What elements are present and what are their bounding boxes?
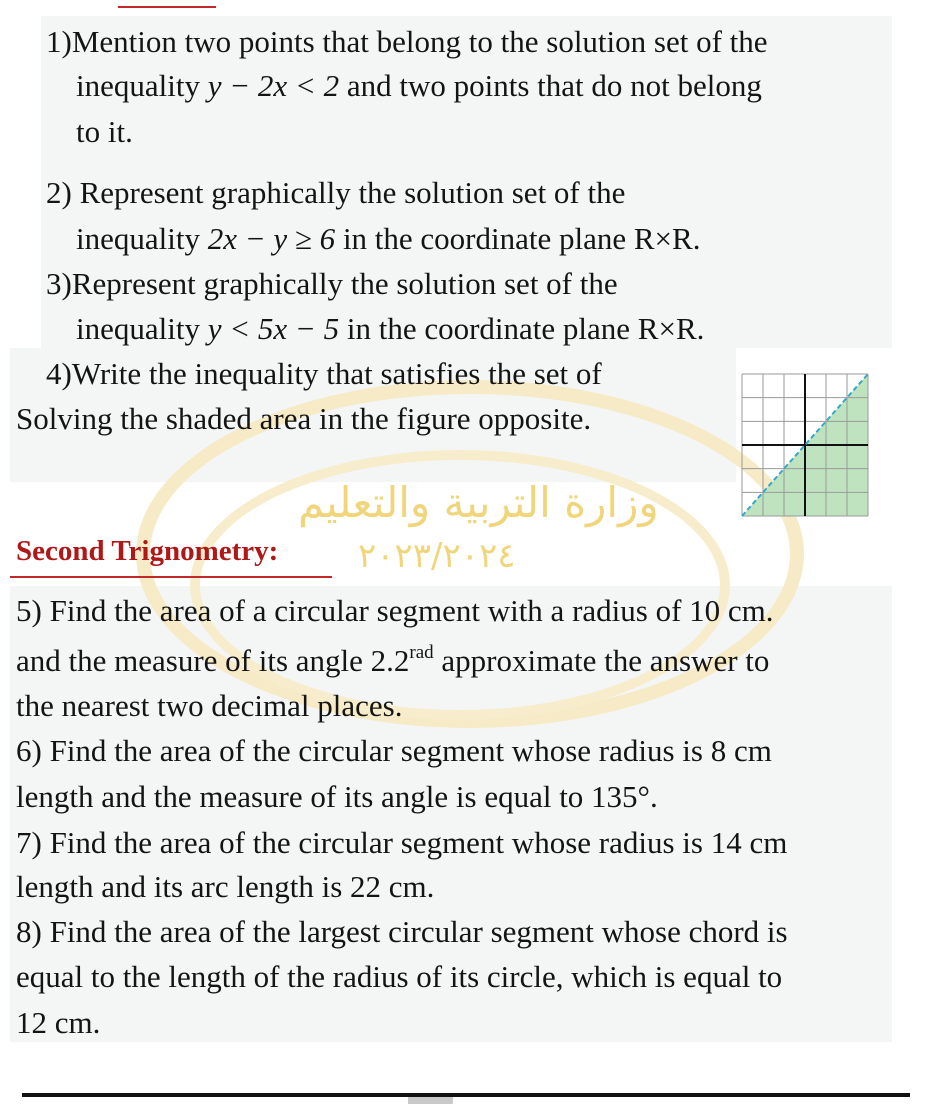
q5-line-1: 5) Find the area of a circular segment with a radius of 10 cm. — [16, 593, 774, 628]
q5-line-3: the nearest two decimal places. — [16, 688, 403, 723]
q7-line-2: length and its arc length is 22 cm. — [16, 869, 435, 904]
q1-inequality: y − 2x < 2 — [207, 68, 340, 103]
q5-text-tail: approximate the answer to — [433, 643, 770, 678]
q2-text-tail: in the coordinate plane R×R. — [335, 221, 701, 256]
section-heading-underline — [10, 576, 332, 578]
q1-text: inequality — [76, 68, 208, 103]
q5-text: and the measure of its angle 2.2 — [16, 643, 410, 678]
shaded-region-graph — [738, 370, 872, 520]
q3-text: inequality — [76, 311, 208, 346]
q3-line-1: 3)Represent graphically the solution set of the — [46, 266, 618, 301]
q7-line-1: 7) Find the area of the circular segment whose radius is 14 cm — [16, 825, 788, 860]
section-heading: Second Trignometry: — [16, 535, 279, 567]
top-accent-rule — [118, 6, 216, 8]
q2-line-1: 2) Represent graphically the solution set of the — [46, 175, 626, 210]
footer-tab — [408, 1097, 453, 1104]
q2-text: inequality — [76, 221, 208, 256]
q1-text-tail: and two points that do not belong — [339, 68, 762, 103]
q1-line-1: 1)Mention two points that belong to the solution set of the — [46, 24, 768, 59]
q8-line-3: 12 cm. — [16, 1005, 101, 1040]
watermark-numerals: ٢٠٢٣/٢٠٢٤ — [358, 536, 516, 576]
q5-line-2 — [16, 641, 769, 681]
q1-line-2 — [76, 66, 762, 106]
q6-line-2: length and the measure of its angle is equal to 135°. — [16, 779, 658, 814]
q2-inequality: 2x − y ≥ 6 — [207, 221, 336, 256]
q3-inequality: y < 5x − 5 — [207, 311, 340, 346]
footer-rule — [22, 1093, 910, 1097]
q3-text-tail: in the coordinate plane R×R. — [339, 311, 705, 346]
q2-line-2 — [76, 219, 700, 259]
watermark-arabic-text: وزارة التربية والتعليم — [298, 478, 659, 527]
q6-line-1: 6) Find the area of the circular segment whose radius is 8 cm — [16, 733, 772, 768]
q4-line-1: 4)Write the inequality that satisfies the set of — [46, 356, 602, 391]
q4-line-2: Solving the shaded area in the figure opposite. — [16, 401, 592, 436]
q1-line-3: to it. — [76, 114, 133, 149]
q8-line-2: equal to the length of the radius of its circle, which is equal to — [16, 959, 783, 994]
q5-angle-unit: rad — [409, 642, 434, 663]
q8-line-1: 8) Find the area of the largest circular segment whose chord is — [16, 914, 788, 949]
q3-line-2 — [76, 309, 704, 349]
